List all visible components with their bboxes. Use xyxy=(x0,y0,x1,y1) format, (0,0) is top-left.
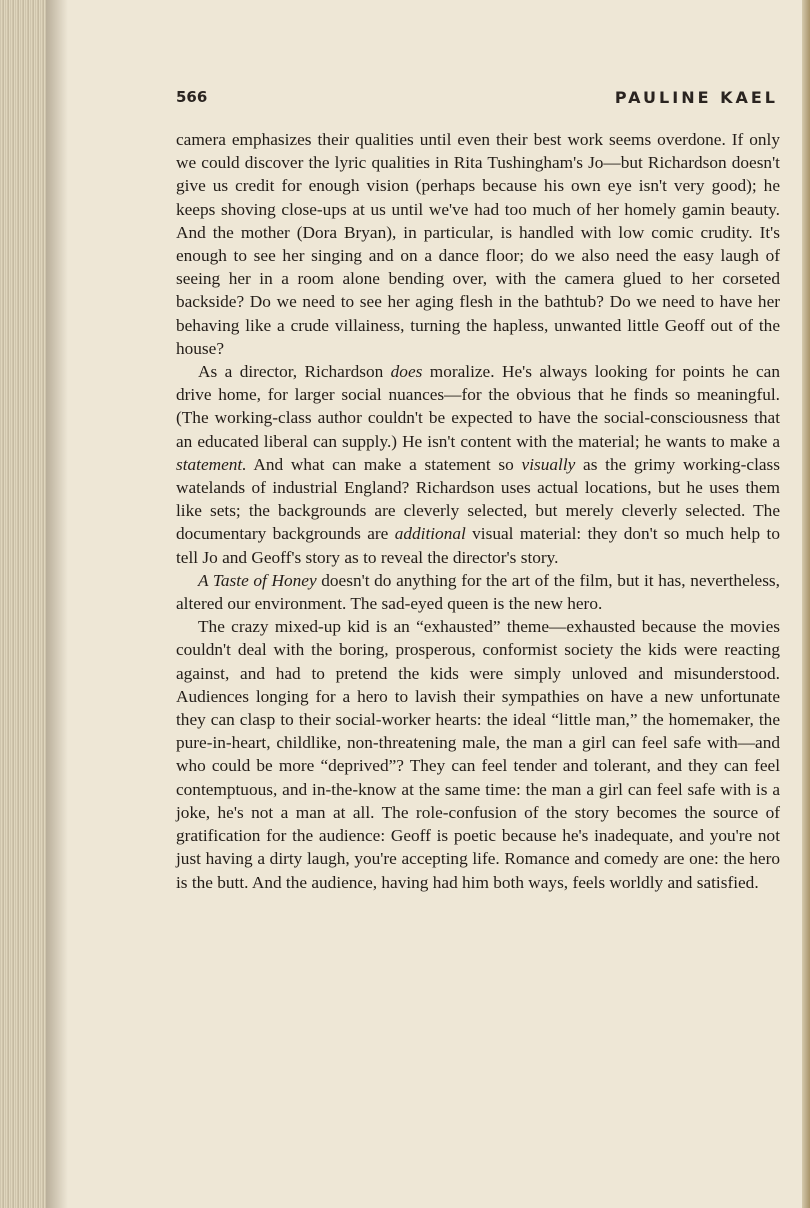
gutter-shadow xyxy=(46,0,68,1208)
text-run: The crazy mixed-up kid is an “exhausted” theme—exhausted because the movies couldn't deal with the boring, prosperous, conformist society the kids were reacting against, and had to pretend the kids were simply unloved and misunderstood. Audiences longing for a hero to lavish their sympathies on have a new unfortunate they can clasp to their social-worker hearts: the ideal “little man,” the homemaker, the pure-in-heart, childlike, non-threatening male, the man a girl can feel safe with—and who could be more “deprived”? They can feel tender and tolerant, and they can feel contemptuous, and in-the-know at the same time: the man a girl can feel safe with is a joke, he's not a man at all. The role-confusion of the story becomes the source of gratification for the audience: Geoff is poetic because he's inadequate, and you're not just having a dirty laugh, you're accepting life. Romance and comedy are one: the hero is the butt. And the audience, having had him both ways, feels worldly and satisfied. xyxy=(176,617,780,892)
page-edge xyxy=(802,0,810,1208)
body-text xyxy=(176,128,780,894)
text-run: As a director, Richardson xyxy=(198,362,391,382)
italic-text-run: does xyxy=(390,362,423,382)
page-header xyxy=(176,88,778,112)
page-number: 566 xyxy=(176,88,208,106)
italic-text-run: additional xyxy=(394,524,466,544)
text-run: doesn't do anything for the art of the film, but it has, nevertheless, altered our environment. The sad-eyed queen is the new hero. xyxy=(176,570,780,614)
paragraph-4 xyxy=(176,615,780,893)
text-run: visual material: they don't so much help to tell Jo and Geoff's story as to reveal the director's story. xyxy=(176,524,780,567)
paragraph-2 xyxy=(176,360,780,569)
italic-text-run: A Taste of Honey xyxy=(198,570,317,590)
text-run: camera emphasizes their qualities until even their best work seems overdone. If only we could discover the lyric qualities in Rita Tushingham's Jo—but Richardson doesn't give us credit for enough vision (perhaps because his own eye isn't very good); he keeps shoving close-ups at us until we've had too much of her homely gamin beauty. And the mother (Dora Bryan), in particular, is handled with low comic crudity. It's enough to see her singing and on a dance floor; do we also need the easy laugh of seeing her in a room alone bending over, with the camera glued to her corseted backside? Do we need to see her aging flesh in the bathtub? Do we need to have her behaving like a crude villainess, turning the hapless, unwanted little Geoff out of the house? xyxy=(176,130,780,358)
book-spine-edge xyxy=(0,0,46,1208)
text-run: moralize. He's always looking for points he can drive home, for larger social nuances—for the obvious that he finds so meaningful. (The working-class author couldn't be expected to have the social-consciousness that an educated liberal can supply.) He isn't content with the material; he wants to make a xyxy=(176,362,780,451)
italic-text-run: statement. xyxy=(176,454,247,474)
running-head: PAULINE KAEL xyxy=(614,88,778,107)
text-run: as the grimy working-class watelands of industrial England? Richardson uses actual locations, but he uses them like sets; the backgrounds are cleverly selected, but merely cleverly selected. The documentary backgrounds are xyxy=(176,454,781,544)
paragraph-1 xyxy=(176,128,780,360)
italic-text-run: visually xyxy=(521,454,576,474)
text-run: And what can make a statement so xyxy=(246,454,522,474)
paragraph-3 xyxy=(176,569,780,615)
